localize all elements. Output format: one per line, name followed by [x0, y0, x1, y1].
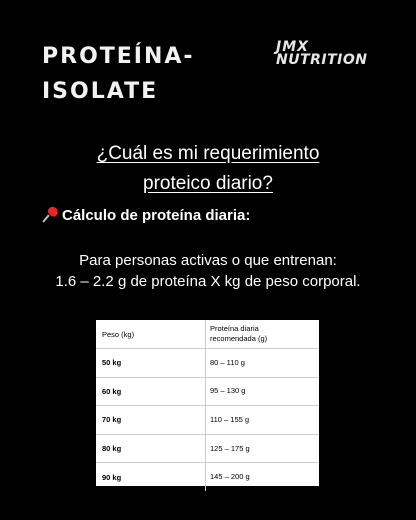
table-cell-protein: 95 – 130 g: [210, 386, 246, 396]
table-cell-protein: 125 – 175 g: [210, 443, 250, 453]
question-line-2: proteico diario?: [143, 173, 273, 194]
info-line-2: 1.6 – 2.2 g de proteína X kg de peso corporal.: [55, 273, 361, 290]
pushpin-icon: [42, 206, 60, 224]
table-header-weight: Peso (kg): [96, 320, 206, 348]
table-header-protein-text: Proteína diaria recomendada (g): [210, 323, 268, 343]
table-cell-weight: 50 kg: [96, 349, 206, 377]
table-row: [96, 435, 319, 464]
table-cell-protein: 145 – 200 g: [210, 472, 250, 482]
protein-table: [96, 320, 319, 486]
table-row: [96, 349, 319, 378]
brand-logo-line-2: NUTRITION: [276, 52, 368, 68]
table-cell-protein: 110 – 155 g: [210, 414, 250, 424]
question-line-1: ¿Cuál es mi requerimiento: [96, 143, 320, 164]
table-cell-weight: 70 kg: [96, 406, 206, 434]
info-line-1: Para personas activas o que entrenan:: [79, 252, 337, 269]
table-cell-weight: 90 kg: [96, 463, 206, 491]
table-cell-protein: 80 – 110 g: [210, 357, 245, 367]
brand-logo-line-1: JMX: [276, 39, 309, 55]
table-header-protein: [206, 324, 267, 344]
title-line-1: PROTEÍNA-: [42, 44, 195, 69]
table-header-row: [96, 320, 319, 349]
table-row: [96, 463, 319, 491]
table-row: [96, 406, 319, 435]
table-cell-weight: 60 kg: [96, 378, 206, 406]
title-line-2: ISOLATE: [42, 79, 159, 104]
table-row: [96, 378, 319, 407]
calc-label: Cálculo de proteína diaria:: [62, 206, 251, 224]
calc-heading: [42, 206, 250, 224]
table-cell-weight: 80 kg: [96, 435, 206, 463]
